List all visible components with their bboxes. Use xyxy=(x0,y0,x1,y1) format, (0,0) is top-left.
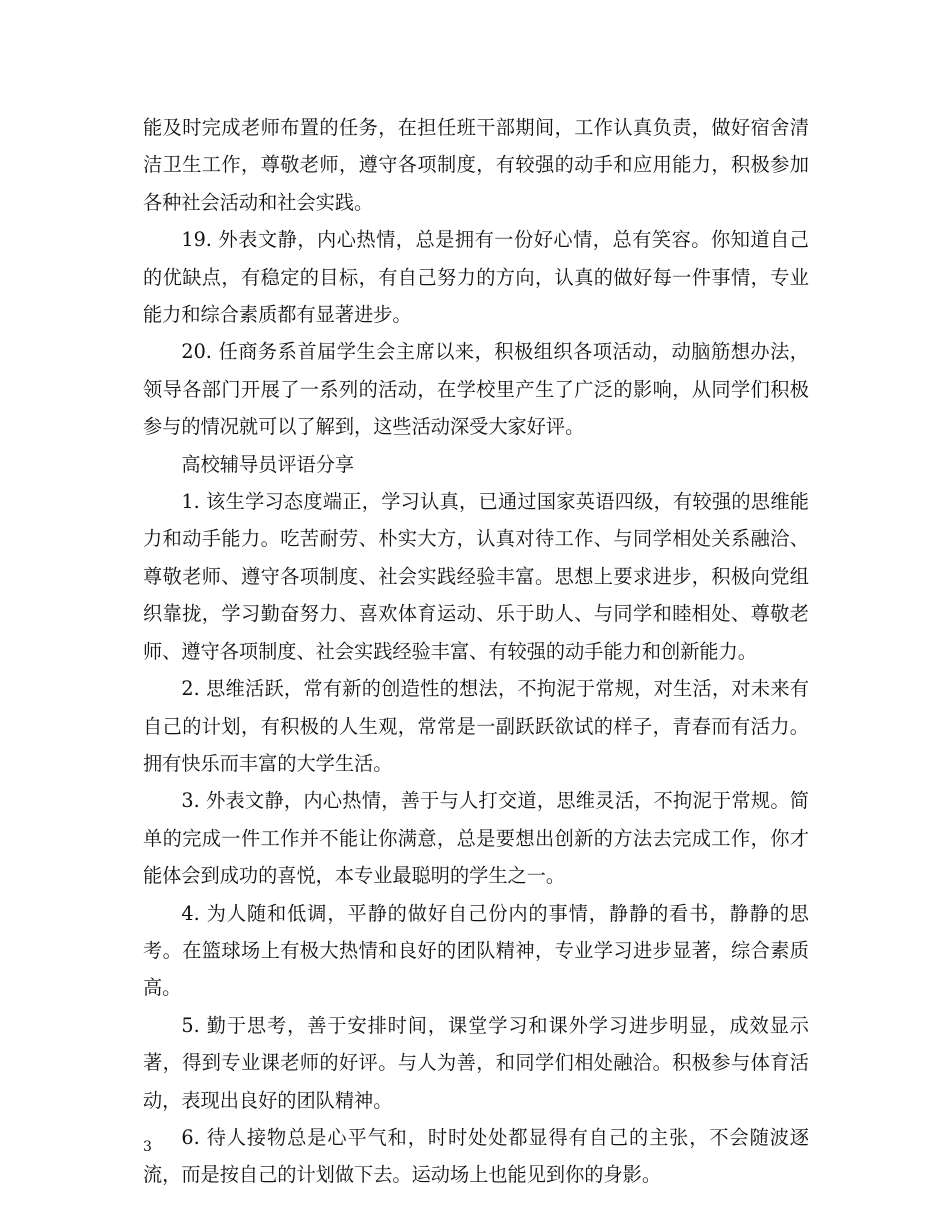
page-number: 3 xyxy=(143,1139,152,1155)
paragraph-item-5: 5. 勤于思考，善于安排时间，课堂学习和课外学习进步明显，成效显示著，得到专业课老师的好评。与人为善，和同学们相处融洽。积极参与体育活动，表现出良好的团队精神。 xyxy=(143,1013,809,1112)
paragraph-item-1: 1. 该生学习态度端正，学习认真，已通过国家英语四级，有较强的思维能力和动手能力。吃苦耐劳、朴实大方，认真对待工作、与同学相处关系融洽、尊敬老师、遵守各项制度、社会实践经验丰富。思想上要求进步，积极向党组织靠拢，学习勤奋努力、喜欢体育运动、乐于助人、与同学和睦相处、尊敬老师、遵守各项制度、社会实践经验丰富、有较强的动手能力和创新能力。 xyxy=(143,490,809,663)
paragraph-item-20: 20. 任商务系首届学生会主席以来，积极组织各项活动，动脑筋想办法，领导各部门开展了一系列的活动，在学校里产生了广泛的影响，从同学们积极参与的情况就可以了解到，这些活动深受大家好评。 xyxy=(143,340,809,439)
paragraph-item-2: 2. 思维活跃，常有新的创造性的想法，不拘泥于常规，对生活，对未来有自己的计划，有积极的人生观，常常是一副跃跃欲试的样子，青春而有活力。拥有快乐而丰富的大学生活。 xyxy=(143,677,809,775)
document-body xyxy=(143,109,809,1194)
section-heading: 高校辅导员评语分享 xyxy=(181,452,355,476)
paragraph-item-19: 19. 外表文静，内心热情，总是拥有一份好心情，总有笑容。你知道自己的优缺点，有稳定的目标，有自己努力的方向，认真的做好每一件事情，专业能力和综合素质都有显著进步。 xyxy=(143,228,809,327)
paragraph-item-4: 4. 为人随和低调，平静的做好自己份内的事情，静静的看书，静静的思考。在篮球场上有极大热情和良好的团队精神，专业学习进步显著，综合素质高。 xyxy=(143,901,809,1000)
paragraph-item-3: 3. 外表文静，内心热情，善于与人打交道，思维灵活，不拘泥于常规。简单的完成一件工作并不能让你满意，总是要想出创新的方法去完成工作，你才能体会到成功的喜悦，本专业最聪明的学生之一。 xyxy=(143,789,809,888)
paragraph-item-6: 6. 待人接物总是心平气和，时时处处都显得有自己的主张，不会随波逐流，而是按自己的计划做下去。运动场上也能见到你的身影。 xyxy=(143,1125,809,1187)
paragraph-continuation: 能及时完成老师布置的任务，在担任班干部期间，工作认真负责，做好宿舍清洁卫生工作，尊敬老师，遵守各项制度，有较强的动手和应用能力，积极参加各种社会活动和社会实践。 xyxy=(143,116,809,214)
